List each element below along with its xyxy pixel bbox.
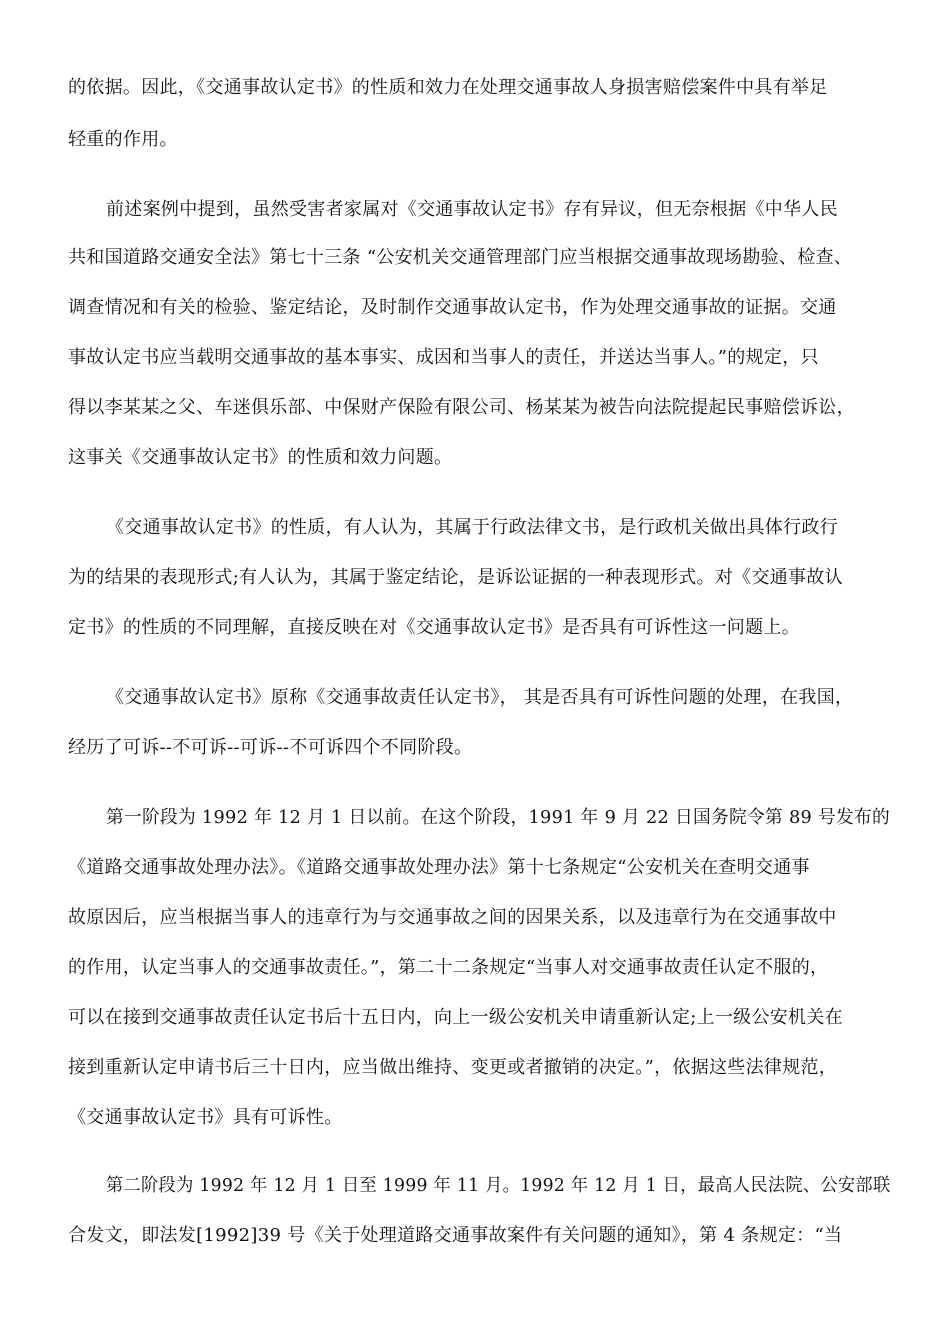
text-line: 的依据。因此，《交通事故认定书》的性质和效力在处理交通事故人身损害赔偿案件中具有举足 (68, 77, 828, 98)
text-line: 事故认定书应当载明交通事故的基本事实、成因和当事人的责任，并送达当事人。”的规定，只 (68, 347, 819, 368)
text-line: 《交通事故认定书》的性质，有人认为，其属于行政法律文书，是行政机关做出具体行政行 (106, 517, 838, 538)
text-line: 故原因后，应当根据当事人的违章行为与交通事故之间的因果关系，以及违章行为在交通事故中 (68, 907, 837, 928)
text-line: 《交通事故认定书》具有可诉性。 (68, 1107, 343, 1128)
text-line: 可以在接到交通事故责任认定书后十五日内，向上一级公安机关申请重新认定;上一级公安机关在 (68, 1007, 843, 1028)
text-line: 合发文，即法发[1992]39 号《关于处理道路交通事故案件有关问题的通知》，第 4 条规定：“当 (68, 1225, 843, 1246)
text-line: 第二阶段为 1992 年 12 月 1 日至 1999 年 11 月。1992 年 12 月 1 日，最高人民法院、公安部联 (106, 1175, 891, 1196)
text-line: 共和国道路交通安全法》第七十三条 “公安机关交通管理部门应当根据交通事故现场勘验、检查、 (68, 247, 853, 268)
text-line: 定书》的性质的不同理解，直接反映在对《交通事故认定书》是否具有可诉性这一问题上。 (68, 617, 800, 638)
text-line: 接到重新认定申请书后三十日内，应当做出维持、变更或者撤销的决定。”，依据这些法律规范， (68, 1057, 838, 1078)
text-line: 《交通事故认定书》原称《交通事故责任认定书》， 其是否具有可诉性问题的处理，在我国， (106, 687, 854, 708)
text-line: 的作用，认定当事人的交通事故责任。”，第二十二条规定“当事人对交通事故责任认定不服的， (68, 957, 829, 978)
text-line: 调查情况和有关的检验、鉴定结论，及时制作交通事故认定书，作为处理交通事故的证据。交通 (68, 297, 837, 318)
text-line: 这事关《交通事故认定书》的性质和效力问题。 (68, 447, 453, 468)
text-line: 得以李某某之父、车迷俱乐部、中保财产保险有限公司、杨某某为被告向法院提起民事赔偿诉讼， (68, 397, 855, 418)
text-line: 前述案例中提到，虽然受害者家属对《交通事故认定书》存有异议，但无奈根据《中华人民 (106, 199, 838, 220)
text-line: 《道路交通事故处理办法》。《道路交通事故处理办法》第十七条规定“公安机关在查明交通事 (68, 857, 810, 878)
text-line: 经历了可诉--不可诉--可诉--不可诉四个不同阶段。 (68, 737, 473, 758)
text-line: 第一阶段为 1992 年 12 月 1 日以前。在这个阶段，1991 年 9 月 22 日国务院令第 89 号发布的 (106, 807, 891, 828)
text-line: 轻重的作用。 (68, 129, 178, 150)
text-line: 为的结果的表现形式;有人认为，其属于鉴定结论，是诉讼证据的一种表现形式。对《交通事故认 (68, 567, 843, 588)
